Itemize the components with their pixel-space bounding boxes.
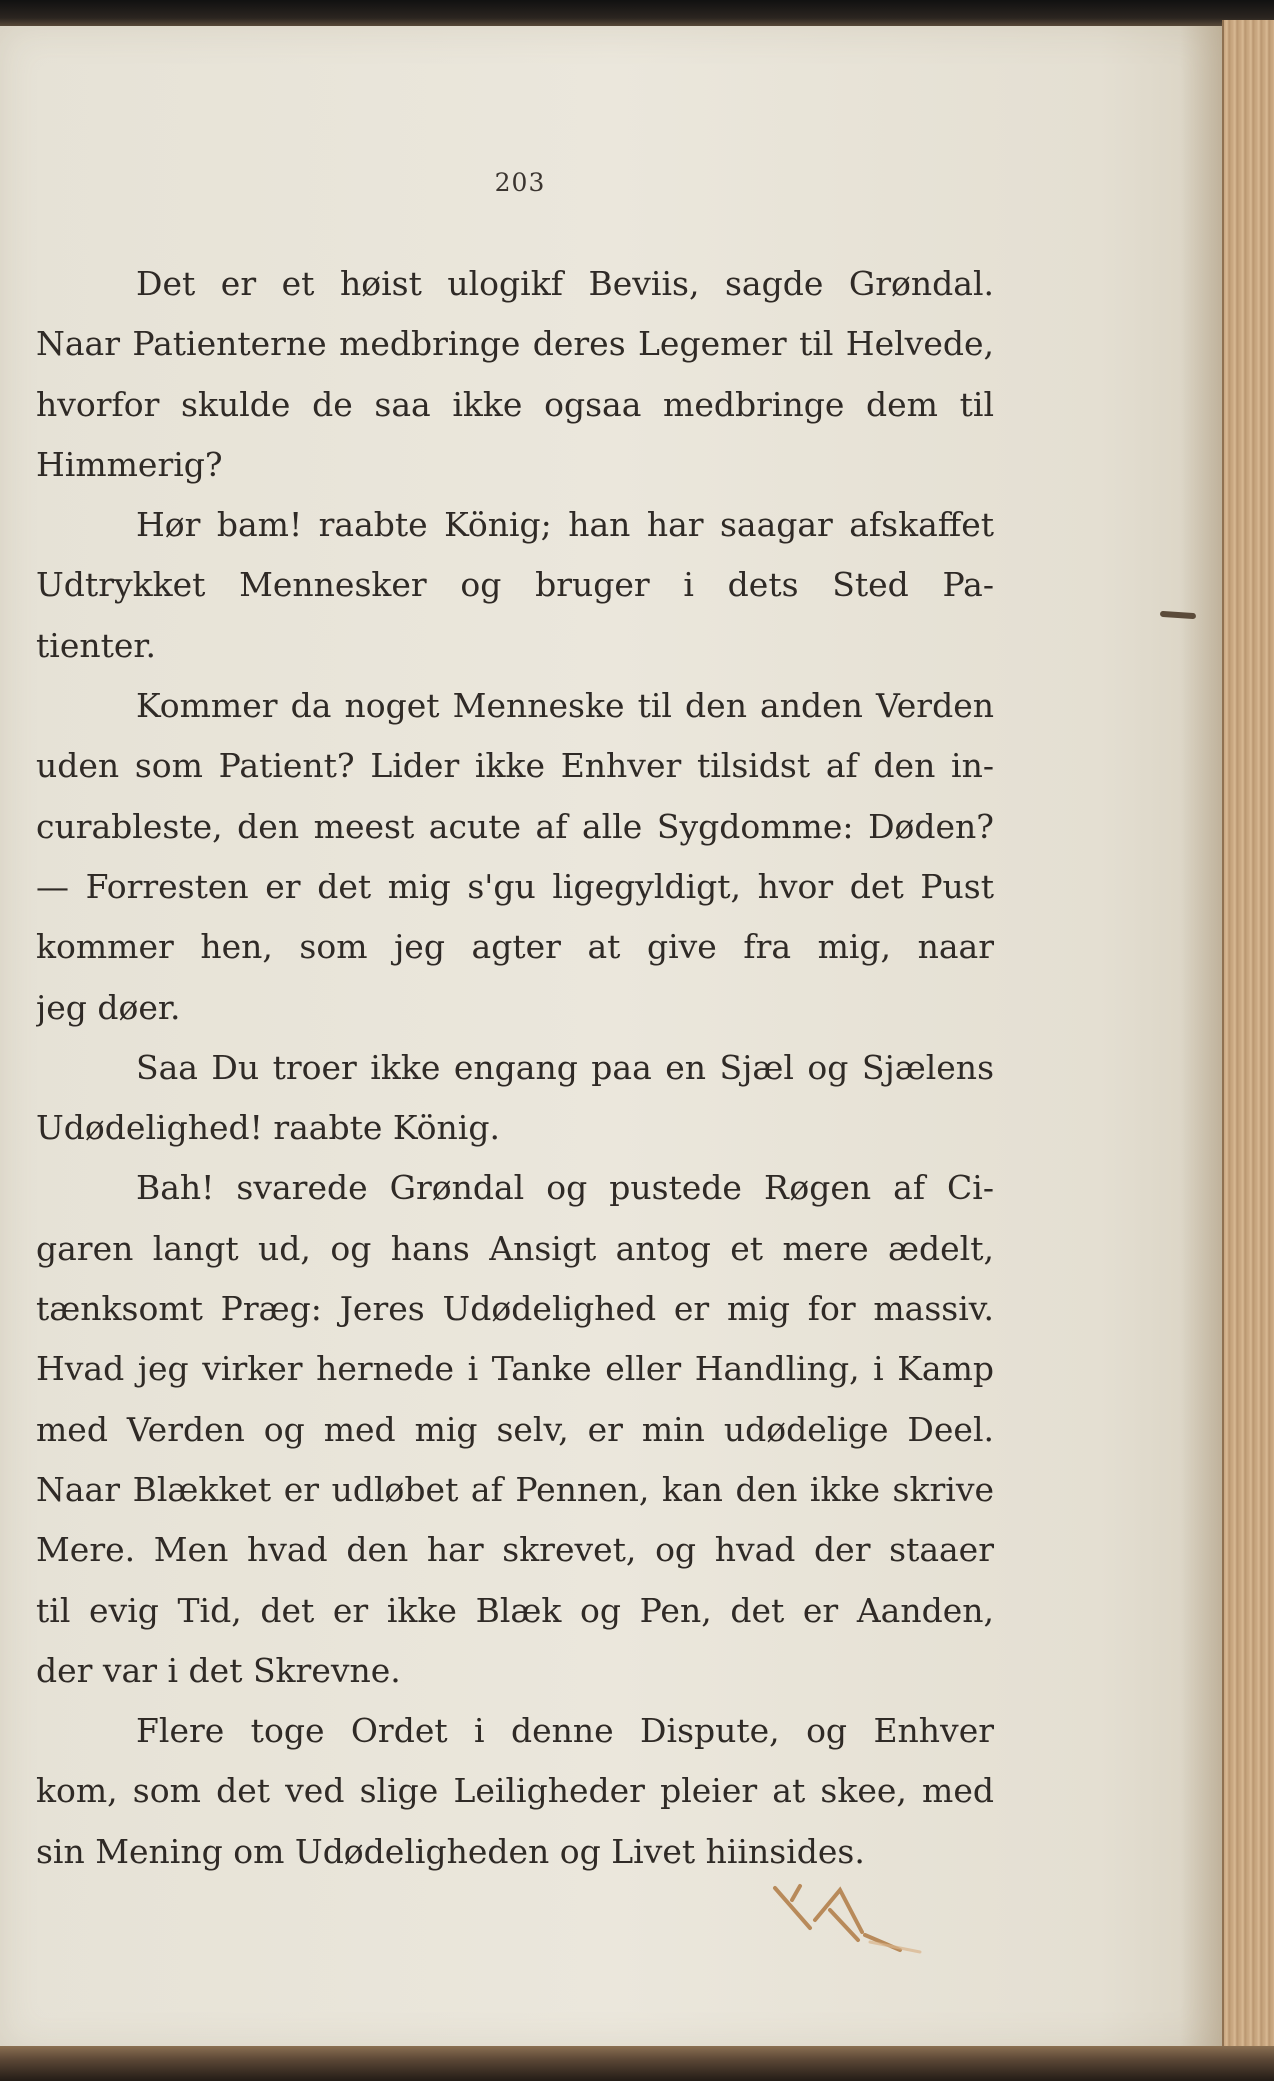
text-line: tænksomt Præg: Jeres Udødelighed er mig for massiv. [36,1289,994,1329]
text-line: Flere toge Ordet i denne Dispute, og Enhver [136,1711,994,1751]
text-line: Naar Blækket er udløbet af Pennen, kan den ikke skrive [36,1469,994,1509]
text-line: Hvad jeg virker hernede i Tanke eller Handling, i Kamp [36,1349,994,1389]
text-line: Udtrykket Mennesker og bruger i dets Sted Pa- [36,565,994,605]
text-line: kommer hen, som jeg agter at give fra mig, naar [36,927,994,967]
text-line: — Forresten er det mig s'gu ligegyldigt, hvor det Pust [36,866,994,906]
text-line: Mere. Men hvad den har skrevet, og hvad der staaer [36,1530,994,1570]
text-line: sin Mening om Udødeligheden og Livet hiinsides. [36,1831,865,1871]
pencil-mark-doodle [770,1880,950,1970]
text-line: garen langt ud, og hans Ansigt antog et mere ædelt, [36,1228,994,1268]
text-line: der var i det Skrevne. [36,1650,401,1690]
page-number: 203 [494,168,546,197]
text-line: Det er et høist ulogikf Beviis, sagde Grøndal. [136,264,994,303]
text-line: jeg døer. [36,987,181,1027]
text-line: kom, som det ved slige Leiligheder pleier at skee, med [36,1771,994,1811]
text-line: Naar Patienterne medbringe deres Legemer til Helvede, [36,324,994,364]
text-line: med Verden og med mig selv, er min udødelige Deel. [36,1409,994,1449]
book-page-edges [1222,20,1274,2050]
text-line: Himmerig? [36,444,223,484]
text-line: Udødelighed! raabte König. [36,1108,500,1148]
text-line: uden som Patient? Lider ikke Enhver tilsidst af den in- [36,746,994,786]
text-line: Bah! svarede Grøndal og pustede Røgen af Ci- [136,1168,994,1208]
text-line: Hør bam! raabte König; han har saagar afskaffet [136,505,994,545]
text-line: tienter. [36,625,157,665]
scan-bottom-edge [0,2046,1274,2081]
page-gutter-shadow [1180,26,1222,2050]
text-line: Kommer da noget Menneske til den anden Verden [136,686,994,726]
body-text [36,254,994,1882]
text-line: Saa Du troer ikke engang paa en Sjæl og Sjælens [136,1047,994,1087]
text-line: curableste, den meest acute af alle Sygdomme: Døden? [36,806,994,846]
text-line: hvorfor skulde de saa ikke ogsaa medbringe dem til [36,384,994,424]
text-line: til evig Tid, det er ikke Blæk og Pen, det er Aanden, [36,1590,994,1630]
